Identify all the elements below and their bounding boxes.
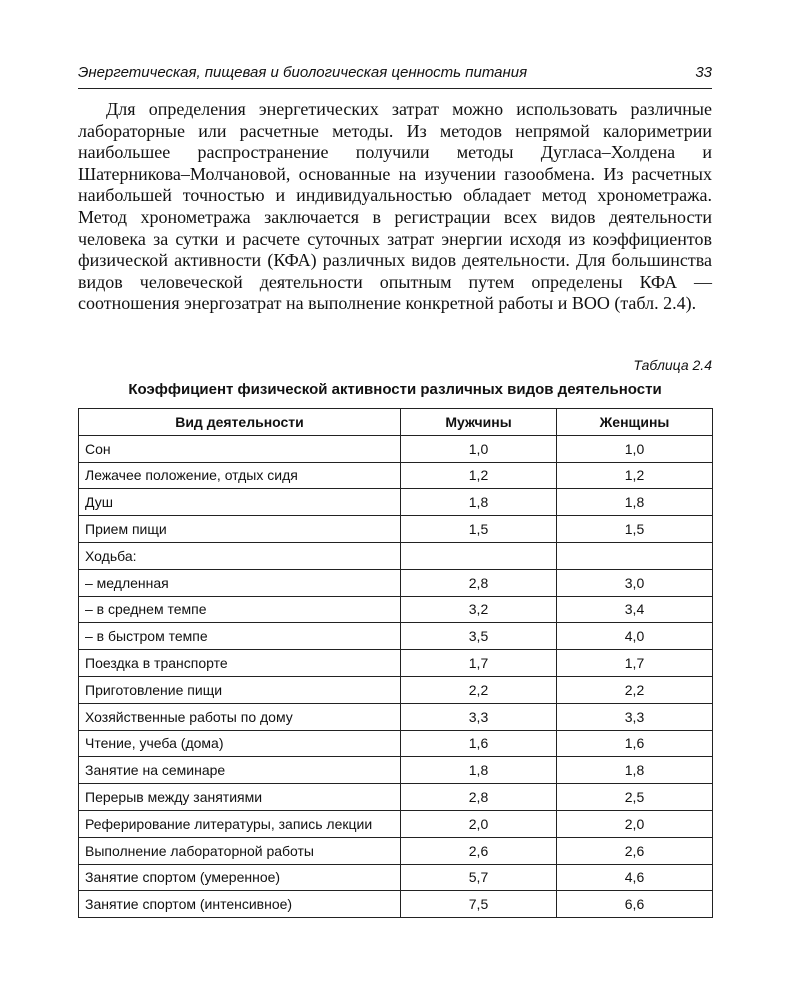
running-header-title: Энергетическая, пищевая и биологическая ценность питания — [78, 64, 528, 81]
table-row — [79, 837, 713, 864]
men-value-cell: 2,8 — [401, 569, 557, 596]
men-value-cell: 5,7 — [401, 864, 557, 891]
table-row — [79, 435, 713, 462]
table-row — [79, 596, 713, 623]
activity-cell: Сон — [79, 435, 401, 462]
table-row — [79, 462, 713, 489]
women-value-cell: 1,2 — [557, 462, 713, 489]
table-row — [79, 784, 713, 811]
activity-cell: Хозяйственные работы по дому — [79, 703, 401, 730]
table-row — [79, 569, 713, 596]
activity-cell: Занятие спортом (умеренное) — [79, 864, 401, 891]
table-row — [79, 623, 713, 650]
table-row — [79, 757, 713, 784]
men-value-cell — [401, 542, 557, 569]
men-value-cell: 7,5 — [401, 891, 557, 918]
table-row — [79, 516, 713, 543]
activity-cell: Душ — [79, 489, 401, 516]
activity-cell: – в среднем темпе — [79, 596, 401, 623]
women-value-cell: 3,3 — [557, 703, 713, 730]
men-value-cell: 1,8 — [401, 757, 557, 784]
men-value-cell: 1,0 — [401, 435, 557, 462]
activity-cell: Прием пищи — [79, 516, 401, 543]
women-value-cell: 2,2 — [557, 676, 713, 703]
activity-cell: Поездка в транспорте — [79, 650, 401, 677]
men-value-cell: 1,7 — [401, 650, 557, 677]
women-value-cell: 2,5 — [557, 784, 713, 811]
women-value-cell: 1,7 — [557, 650, 713, 677]
activity-coefficient-table — [78, 408, 713, 918]
men-value-cell: 3,5 — [401, 623, 557, 650]
men-value-cell: 1,8 — [401, 489, 557, 516]
women-value-cell: 2,6 — [557, 837, 713, 864]
women-value-cell: 1,6 — [557, 730, 713, 757]
women-value-cell: 1,5 — [557, 516, 713, 543]
body-paragraph: Для определения энергетических затрат можно использовать различные лабораторные или расчетные методы. Из методов непрямой калориметрии наибольшее распространение получили методы Дугласа–Холдена и Шатерникова–Молчановой, основанные на изучении газообмена. Из расчетных наибольшей точностью и индивидуальностью обладает метод хронометража. Метод хронометража заключается в регистрации всех видов деятельности человека за сутки и расчете суточных затрат энергии исходя из коэффициентов физической активности (КФА) различных видов деятельности. Для большинства видов человеческой деятельности опытным путем определены КФА — соотношения энергозатрат на выполнение конкретной работы и ВОО (табл. 2.4). — [78, 99, 712, 314]
men-value-cell: 2,0 — [401, 810, 557, 837]
women-value-cell — [557, 542, 713, 569]
table-row — [79, 864, 713, 891]
women-value-cell: 1,8 — [557, 489, 713, 516]
men-value-cell: 1,6 — [401, 730, 557, 757]
activity-cell: Ходьба: — [79, 542, 401, 569]
table-row — [79, 489, 713, 516]
column-header-men: Мужчины — [401, 409, 557, 436]
women-value-cell: 1,0 — [557, 435, 713, 462]
activity-cell: – медленная — [79, 569, 401, 596]
men-value-cell: 2,6 — [401, 837, 557, 864]
activity-cell: Лежачее положение, отдых сидя — [79, 462, 401, 489]
table-caption: Коэффициент физической активности различных видов деятельности — [128, 381, 662, 398]
table-row — [79, 891, 713, 918]
men-value-cell: 2,2 — [401, 676, 557, 703]
activity-cell: Приготовление пищи — [79, 676, 401, 703]
table-row — [79, 730, 713, 757]
running-header — [78, 62, 712, 84]
table-header-row — [79, 409, 713, 436]
header-divider — [78, 88, 712, 89]
men-value-cell: 1,2 — [401, 462, 557, 489]
table-row — [79, 676, 713, 703]
men-value-cell: 3,2 — [401, 596, 557, 623]
women-value-cell: 3,4 — [557, 596, 713, 623]
women-value-cell: 4,0 — [557, 623, 713, 650]
page-number: 33 — [695, 64, 712, 81]
activity-cell: Перерыв между занятиями — [79, 784, 401, 811]
women-value-cell: 4,6 — [557, 864, 713, 891]
men-value-cell: 3,3 — [401, 703, 557, 730]
activity-cell: Занятие на семинаре — [79, 757, 401, 784]
activity-cell: Занятие спортом (интенсивное) — [79, 891, 401, 918]
table-number-label: Таблица 2.4 — [633, 357, 712, 373]
table-row — [79, 810, 713, 837]
women-value-cell: 3,0 — [557, 569, 713, 596]
table-row — [79, 542, 713, 569]
women-value-cell: 1,8 — [557, 757, 713, 784]
table-body — [79, 435, 713, 917]
table-row — [79, 703, 713, 730]
men-value-cell: 1,5 — [401, 516, 557, 543]
column-header-activity: Вид деятельности — [79, 409, 401, 436]
women-value-cell: 6,6 — [557, 891, 713, 918]
column-header-women: Женщины — [557, 409, 713, 436]
women-value-cell: 2,0 — [557, 810, 713, 837]
activity-cell: – в быстром темпе — [79, 623, 401, 650]
men-value-cell: 2,8 — [401, 784, 557, 811]
activity-cell: Выполнение лабораторной работы — [79, 837, 401, 864]
table-row — [79, 650, 713, 677]
activity-cell: Реферирование литературы, запись лекции — [79, 810, 401, 837]
activity-cell: Чтение, учеба (дома) — [79, 730, 401, 757]
